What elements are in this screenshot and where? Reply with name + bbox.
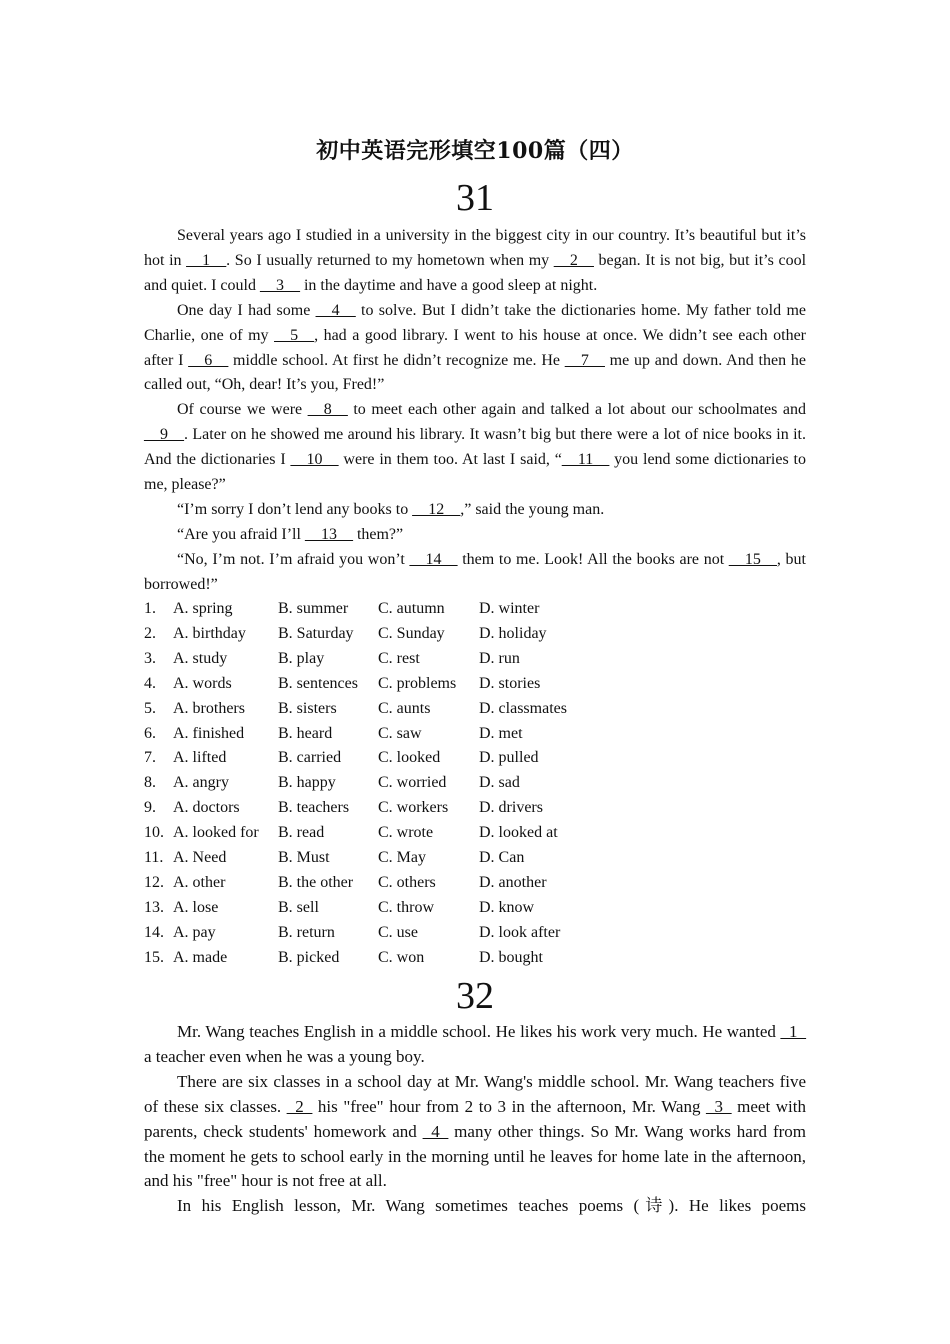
option-d[interactable]: D. looked at [479,824,558,842]
option-a[interactable]: A. pay [173,923,216,941]
option-b[interactable]: B. Saturday [278,624,354,642]
blank-14[interactable]: __14__ [409,550,458,568]
option-a[interactable]: A. doctors [173,799,240,817]
option-row [144,622,806,647]
question-number: 7. [144,749,156,767]
option-c[interactable]: C. wrote [378,824,434,842]
option-a[interactable]: A. brothers [173,699,245,717]
option-d[interactable]: D. bought [479,948,543,966]
passage-31-paragraph-6: “No, I’m not. I’m afraid you won’t __14__ them to me. Look! All the books are not __15__, but borrowed!” [144,550,806,593]
option-row [144,821,806,846]
option-c[interactable]: C. problems [378,674,457,692]
option-d[interactable]: D. another [479,873,547,891]
blank-5[interactable]: __5__ [274,326,315,344]
question-number: 5. [144,699,156,717]
passage-number-32: 32 [456,975,494,1017]
passage-32-body [144,1020,806,1219]
option-d[interactable]: D. classmates [479,699,567,717]
option-b[interactable]: B. read [278,824,325,842]
passage-31-paragraph-1: Several years ago I studied in a university in the biggest city in our country. It’s beautiful but it’s hot in __1__. So I usually returned to my hometown when my __2__ began. It is not big, but it’s cool and quiet. I could __3__ in the daytime and have a good sleep at night. [144,227,807,294]
blank-13[interactable]: __13__ [304,525,353,543]
passage-31-paragraph-5: “Are you afraid I’ll __13__ them?” [177,525,404,543]
question-number: 2. [144,624,156,642]
option-a[interactable]: A. finished [173,724,245,742]
blank-7[interactable]: __7__ [564,351,605,369]
passage-32-paragraph-2: There are six classes in a school day at Mr. Wang's middle school. Mr. Wang teachers five of these six classes. _2_ his "free" hour from 2 to 3 in the afternoon, Mr. Wang _3_ meet with parents, check students' homework and _4_ many other things. So Mr. Wang works hard from the moment he gets to school early in the morning until he leaves for home late in the afternoon, and his "free" hour is not free at all. [144,1071,807,1191]
passage-31-body [144,224,806,598]
option-d[interactable]: D. stories [479,674,541,692]
option-d[interactable]: D. Can [479,849,525,867]
option-a[interactable]: A. angry [173,774,229,792]
blank-12[interactable]: __12__ [412,500,461,518]
blank-2[interactable]: __2__ [553,251,594,269]
blank-3[interactable]: __3__ [259,276,300,294]
option-a[interactable]: A. birthday [173,624,246,642]
option-b[interactable]: B. happy [278,774,336,792]
passage-32-paragraph-3: In his English lesson, Mr. Wang sometimes teaches poems (诗). He likes poems [177,1196,806,1216]
option-c[interactable]: C. autumn [378,600,445,617]
option-row [144,672,806,697]
question-number: 8. [144,774,156,792]
option-c[interactable]: C. Sunday [378,624,445,642]
option-a[interactable]: A. study [173,649,228,667]
option-b[interactable]: B. play [278,649,325,667]
option-d[interactable]: D. pulled [479,749,539,767]
option-d[interactable]: D. run [479,649,520,667]
passage-31-options [144,597,806,971]
option-b[interactable]: B. carried [278,749,342,767]
question-number: 4. [144,674,156,692]
passage-31-paragraph-3: Of course we were __8__ to meet each other again and talked a lot about our schoolmates and __9__. Later on he showed me around his library. It wasn’t big but there were a lot of nice books in it. And the dictionaries I __10__ were in them too. At last I said, “__11__ you lend some dictionaries to me, please?” [144,401,807,494]
blank-32-1[interactable]: _1_ [780,1022,806,1041]
option-b[interactable]: B. picked [278,948,340,966]
option-row [144,796,806,821]
question-number: 3. [144,649,156,667]
option-b[interactable]: B. return [278,923,335,941]
option-a[interactable]: A. other [173,873,226,891]
blank-15[interactable]: __15__ [728,550,777,568]
option-row [144,871,806,896]
option-c[interactable]: C. May [378,849,426,867]
option-a[interactable]: A. lose [173,898,219,916]
option-c[interactable]: C. worried [378,774,447,792]
option-b[interactable]: B. Must [278,849,330,867]
blank-32-4[interactable]: _4_ [422,1121,449,1141]
option-d[interactable]: D. look after [479,923,561,941]
option-c[interactable]: C. throw [378,898,434,916]
option-a[interactable]: A. lifted [173,749,227,767]
option-a[interactable]: A. spring [173,600,233,617]
option-row [144,846,806,871]
option-b[interactable]: B. teachers [278,799,350,817]
question-number: 10. [144,824,164,842]
option-d[interactable]: D. winter [479,600,540,617]
option-a[interactable]: A. words [173,674,232,692]
option-a[interactable]: A. made [173,948,228,966]
option-b[interactable]: B. sisters [278,699,337,717]
option-c[interactable]: C. saw [378,724,422,742]
option-row [144,921,806,946]
option-a[interactable]: A. Need [173,849,227,867]
blank-32-3[interactable]: _3_ [706,1096,732,1116]
option-d[interactable]: D. holiday [479,624,547,642]
blank-11[interactable]: __11__ [561,451,610,469]
option-row [144,597,806,622]
passage-31-paragraph-2: One day I had some __4__ to solve. But I didn’t take the dictionaries home. My father told me Charlie, one of my __5__, had a good library. I went to his house at once. We didn’t see each other after I __6__ middle school. At first he didn’t recognize me. He __7__ me up and down. And then he called out, “Oh, dear! It’s you, Fred!” [144,301,807,394]
option-d[interactable]: D. sad [479,774,520,792]
blank-32-2[interactable]: _2_ [286,1096,313,1116]
option-c[interactable]: C. use [378,923,418,941]
option-row [144,771,806,796]
blank-1[interactable]: __1__ [186,251,227,269]
option-c[interactable]: C. rest [378,649,420,667]
passage-32-paragraph-1: Mr. Wang teaches English in a middle school. He likes his work very much. He wanted _1_ a teacher even when he was a young boy. [144,1022,806,1066]
option-a[interactable]: A. looked for [173,824,259,842]
option-b[interactable]: B. the other [278,873,354,891]
blank-8[interactable]: __8__ [307,401,348,419]
option-d[interactable]: D. met [479,724,523,742]
blank-6[interactable]: __6__ [188,351,229,369]
question-number: 14. [144,923,164,941]
passage-number-31: 31 [456,177,494,219]
option-row [144,697,806,722]
question-number: 13. [144,898,164,916]
option-d[interactable]: D. drivers [479,799,543,817]
option-row [144,647,806,672]
option-d[interactable]: D. know [479,898,535,916]
question-number: 12. [144,873,164,891]
blank-10[interactable]: __10__ [290,451,339,469]
question-number: 9. [144,799,156,817]
option-c[interactable]: C. workers [378,799,449,817]
blank-9[interactable]: __9__ [144,426,184,444]
option-c[interactable]: C. aunts [378,699,431,717]
option-row [144,946,806,971]
option-b[interactable]: B. summer [278,600,349,617]
question-number: 15. [144,948,164,966]
option-b[interactable]: B. sentences [278,674,358,692]
question-number: 6. [144,724,156,742]
question-number: 1. [144,600,156,617]
option-c[interactable]: C. looked [378,749,441,767]
option-row [144,746,806,771]
option-row [144,896,806,921]
question-number: 11. [144,849,164,867]
option-c[interactable]: C. won [378,948,425,966]
option-b[interactable]: B. sell [278,898,319,916]
document-title: 初中英语完形填空100篇（四） [316,138,634,164]
option-b[interactable]: B. heard [278,724,333,742]
passage-31-paragraph-4: “I’m sorry I don’t lend any books to __12__,” said the young man. [177,500,605,518]
option-row [144,722,806,747]
blank-4[interactable]: __4__ [315,301,356,319]
option-c[interactable]: C. others [378,873,436,891]
